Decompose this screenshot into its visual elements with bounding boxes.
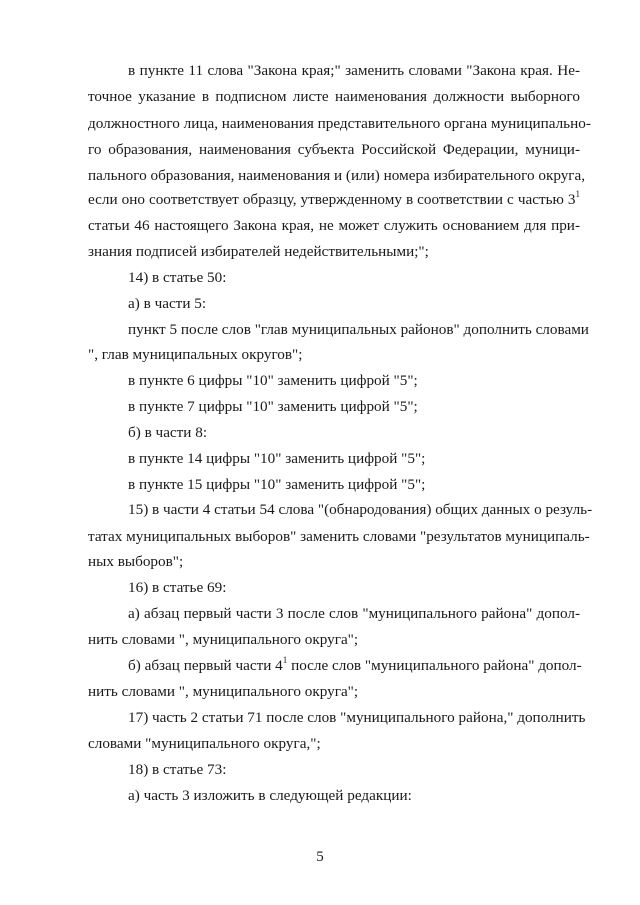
- text-line: нить словами ", муниципального округа";: [88, 683, 359, 700]
- text-line: [128, 656, 580, 676]
- text-line: б) в части 8:: [128, 424, 208, 441]
- text-line: го образования, наименования субъекта Российской Федерации, муници-: [88, 141, 580, 158]
- text-line: 15) в части 4 статьи 54 слова "(обнародования) общих данных о резуль-: [128, 501, 593, 518]
- text-line: в пункте 15 цифры "10" заменить цифрой "5";: [128, 476, 426, 493]
- text-line: словами "муниципального округа,";: [88, 735, 321, 752]
- text-line: знания подписей избирателей недействительными;";: [88, 243, 429, 260]
- text-segment: если оно соответствует образцу, утвержденному в соответствии с частью 3: [88, 191, 576, 208]
- text-line: ных выборов";: [88, 553, 184, 570]
- text-line: в пункте 14 цифры "10" заменить цифрой "5";: [128, 450, 426, 467]
- text-line: а) часть 3 изложить в следующей редакции:: [128, 787, 412, 804]
- text-line: татах муниципальных выборов" заменить словами "результатов муниципаль-: [88, 528, 590, 545]
- text-line: [88, 190, 580, 210]
- text-line: 18) в статье 73:: [128, 761, 227, 778]
- superscript: 1: [575, 188, 580, 199]
- text-segment: б) абзац первый части 4: [128, 657, 283, 674]
- text-line: пункт 5 после слов "глав муниципальных районов" дополнить словами: [128, 321, 589, 338]
- text-line: нить словами ", муниципального округа";: [88, 631, 359, 648]
- text-line: в пункте 6 цифры "10" заменить цифрой "5";: [128, 372, 418, 389]
- text-line: статьи 46 настоящего Закона края, не может служить основанием для при-: [88, 217, 580, 234]
- text-line: а) в части 5:: [128, 295, 207, 312]
- text-line: должностного лица, наименования представительного органа муниципально-: [88, 115, 591, 132]
- text-line: в пункте 11 слова "Закона края;" заменить словами "Закона края. Не-: [128, 62, 580, 79]
- text-line: пального образования, наименования и (или) номера избирательного округа,: [88, 167, 586, 184]
- text-line: 17) часть 2 статьи 71 после слов "муниципального района," дополнить: [128, 709, 586, 726]
- text-line: а) абзац первый части 3 после слов "муниципального района" допол-: [128, 605, 580, 622]
- text-line: в пункте 7 цифры "10" заменить цифрой "5";: [128, 398, 418, 415]
- text-line: 16) в статье 69:: [128, 579, 227, 596]
- text-line: 14) в статье 50:: [128, 269, 227, 286]
- text-segment: после слов "муниципального района" допол-: [291, 657, 582, 674]
- text-line: точное указание в подписном листе наименования должности выборного: [88, 88, 580, 105]
- superscript: 1: [282, 654, 288, 665]
- text-line: ", глав муниципальных округов";: [88, 346, 303, 363]
- page-number: 5: [316, 849, 324, 865]
